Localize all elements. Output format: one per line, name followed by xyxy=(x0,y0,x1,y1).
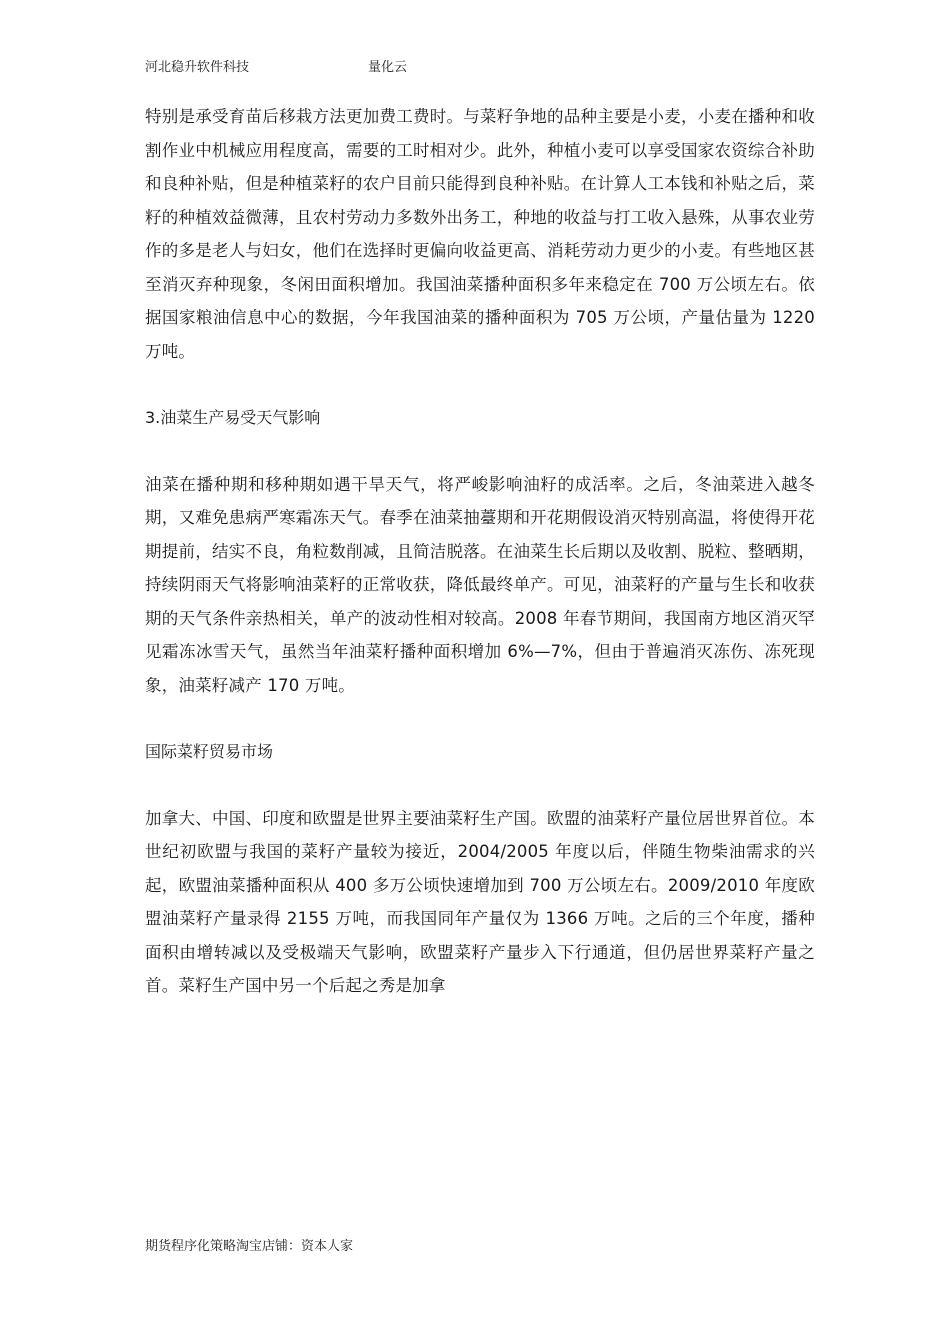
document-body xyxy=(145,100,815,1003)
section-heading-weather: 3.油菜生产易受天气影响 xyxy=(145,408,321,427)
paragraph-labor-costs: 特别是承受育苗后移栽方法更加费工费时。与菜籽争地的品种主要是小麦，小麦在播种和收割作业中机械应用程度高，需要的工时相对少。此外，种植小麦可以享受国家农资综合补助和良种补贴，但是种植菜籽的农户目前只能得到良种补贴。在计算人工本钱和补贴之后，菜籽的种植效益微薄，且农村劳动力多数外出务工，种地的收益与打工收入悬殊，从事农业劳作的多是老人与妇女，他们在选择时更偏向收益更高、消耗劳动力更少的小麦。有些地区甚至消灭弃种现象，冬闲田面积增加。我国油菜播种面积多年来稳定在 700 万公顷左右。依据国家粮油信息中心的数据，今年我国油菜的播种面积为 705 万公顷，产量估量为 1220 万吨。 xyxy=(145,107,815,361)
page-footer: 期货程序化策略淘宝店铺：资本人家 xyxy=(145,1239,354,1254)
section-heading-trade: 国际菜籽贸易市场 xyxy=(145,742,274,761)
header-company: 河北稳升软件科技 xyxy=(145,60,250,75)
header-product: 量化云 xyxy=(368,60,408,75)
paragraph-trade: 加拿大、中国、印度和欧盟是世界主要油菜籽生产国。欧盟的油菜籽产量位居世界首位。本世纪初欧盟与我国的菜籽产量较为接近，2004/2005 年度以后，伴随生物柴油需求的兴起，欧盟油菜播种面积从 400 多万公顷快速增加到 700 万公顷左右。2009/2010 年度欧盟油菜籽产量录得 2155 万吨，而我国同年产量仅为 1366 万吨。之后的三个年度，播种面积由增转减以及受极端天气影响，欧盟菜籽产量步入下行通道，但仍居世界菜籽产量之首。菜籽生产国中另一个后起之秀是加拿 xyxy=(145,808,815,995)
paragraph-weather: 油菜在播种期和移种期如遇干旱天气，将严峻影响油籽的成活率。之后，冬油菜进入越冬期，又难免患病严寒霜冻天气。春季在油菜抽薹期和开花期假设消灭特别高温，将使得开花期提前，结实不良，角粒数削减，且简洁脱落。在油菜生长后期以及收割、脱粒、整晒期，持续阴雨天气将影响油菜籽的正常收获，降低最终单产。可见，油菜籽的产量与生长和收获期的天气条件亲热相关，单产的波动性相对较高。2008 年春节期间，我国南方地区消灭罕见霜冻冰雪天气，虽然当年油菜籽播种面积增加 6%—7%，但由于普遍消灭冻伤、冻死现象，油菜籽减产 170 万吨。 xyxy=(145,474,815,695)
